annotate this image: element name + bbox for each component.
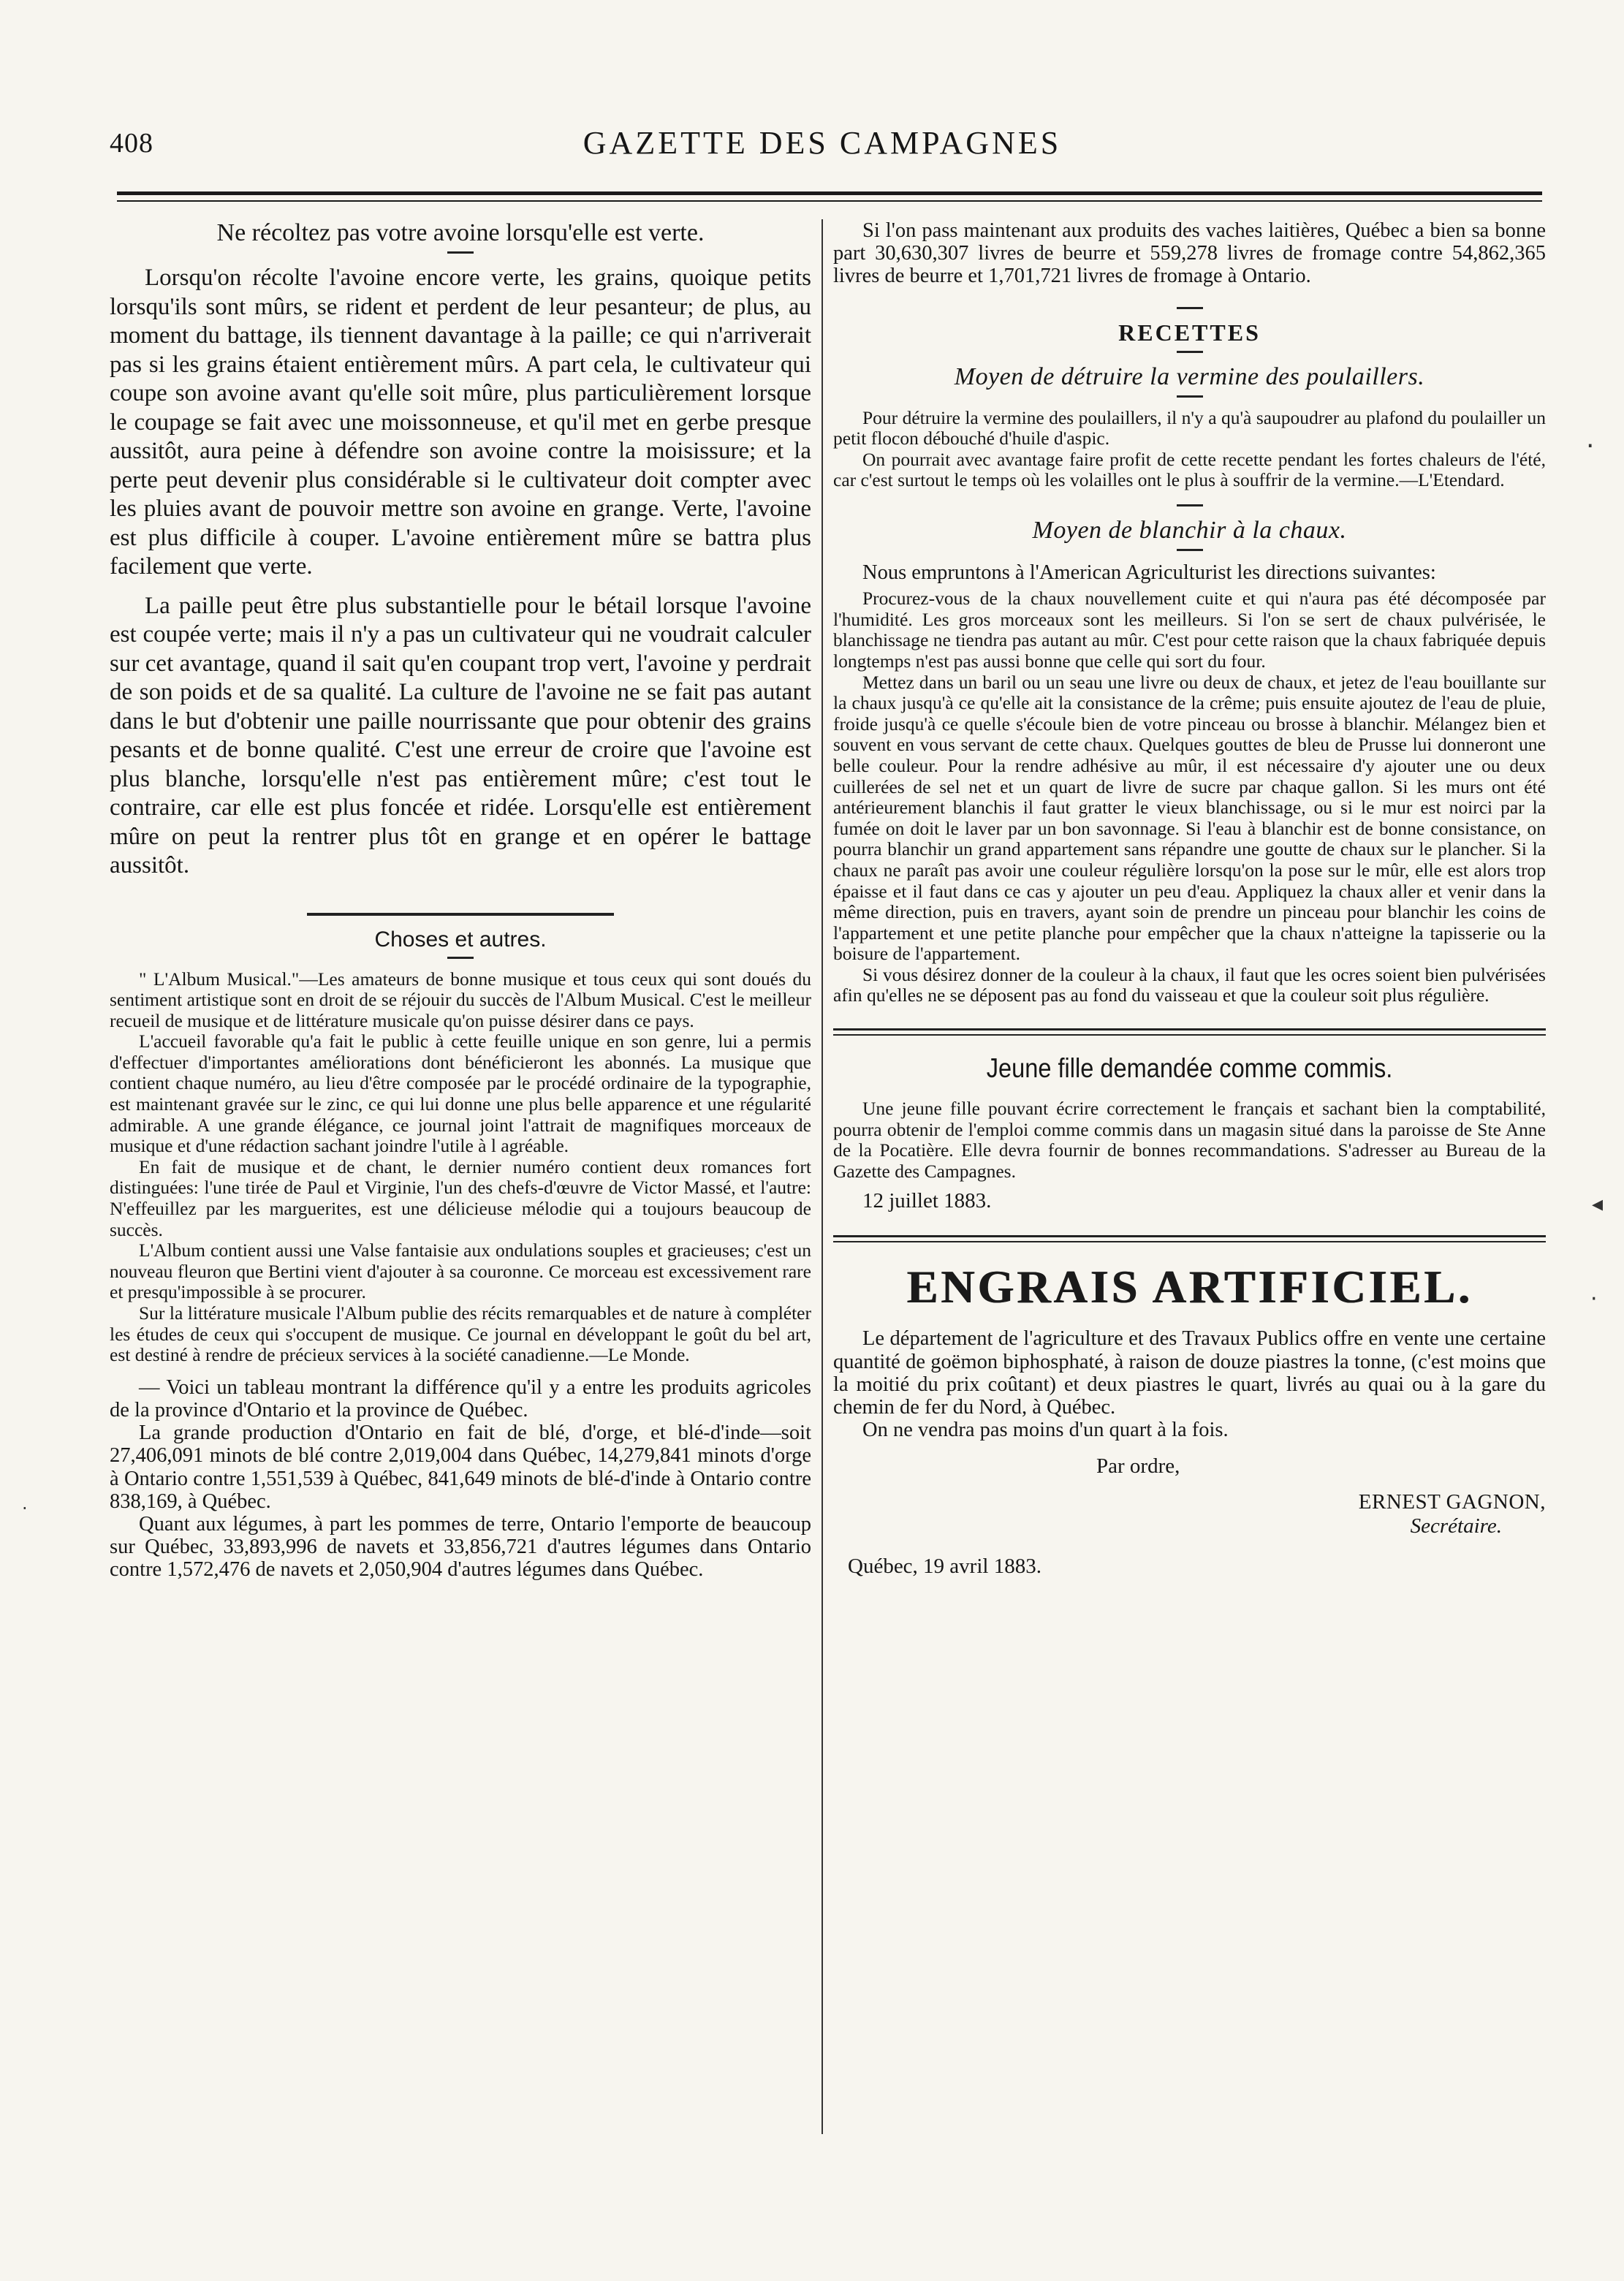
choses-paragraph-8: Quant aux légumes, à part les pommes de terre, Ontario l'emporte de beaucoup sur Québec, 33,893,996 de navets et 33,856,721 d'autres légumes dans Ontario contre 1,572,476 de navets et 2,050,904 d'autres légumes dans Québec.: [110, 1513, 811, 1582]
section-dash: [1177, 504, 1203, 506]
masthead-title: GAZETTE DES CAMPAGNES: [583, 125, 1062, 161]
left-column: [110, 219, 811, 2163]
chaux-paragraph-3: Mettez dans un baril ou un seau une livre ou deux de chaux, et jetez de l'eau bouillante sur la chaux jusqu'à ce qu'elle ait la consistance de la crême; puis ensuite ajoutez de l'eau de pluie, froide jusqu'à ce quelle s'écoule bien de votre pinceau ou brosse à blanchir. Mélangez bien et souvent en vous servant de cette chaux. Quelques gouttes de bleu de Prusse lui donneront une belle couleur. Pour la rendre adhésive au mûr, il est nécessaire d'y ajouter une ou deux cuillerées de sel net et un quart de livre de sucre par chaque gallon. Si les murs ont été antérieurement blanchis il faut gratter le vieux blanchissage, ou si le mur est noirci par la fumée on doit le laver par un bon savonnage. Si l'eau à blanchir est de bonne consistance, on pourra blanchir un grand appartement sans répandre une goutte de chaux sur le plancher. Si la chaux ne paraît pas avoir une couleur régulière lorsqu'on la pose sur le mûr, elle est alors trop épaisse et il faut dans ce cas y ajouter un peu d'eau. Appliquez la chaux aller et venir dans la même direction, puis en travers, ayant soin de prendre un pinceau pour blanchir les coins de l'appartement et une petite planche pour empêcher que la chaux n'atteigne la tapisserie ou la boisure de l'appartement.: [833, 671, 1546, 965]
title-dash: [1177, 549, 1203, 551]
title-dash: [447, 957, 474, 959]
choses-paragraph-7: La grande production d'Ontario en fait de blé, d'orge, et blé-d'inde—soit 27,406,091 minots de blé contre 2,019,004 dans Québec, 14,279,841 minots d'orge à Ontario contre 1,551,539 à Québec, 841,649 minots de blé-d'inde à Ontario contre 838,169, à Québec.: [110, 1422, 811, 1513]
page-header: [110, 124, 1535, 168]
header-double-rule: [117, 191, 1542, 202]
column-divider: [822, 219, 823, 2134]
vermine-paragraph-1: Pour détruire la vermine des poulaillers, il n'y a qu'à saupoudrer au plafond du poulailler un petit flocon débouché d'huile d'aspic.: [833, 406, 1546, 449]
chaux-paragraph-2: Procurez-vous de la chaux nouvellement cuite et qui n'aura pas été décomposée par l'humidité. Les gros morceaux sont les meilleurs. Si l'on se sert de chaux pulvérisée, le blanchissage ne tiendra pas autant au mûr. C'est pour cette raison que la chaux fabriquée depuis longtemps n'est pas aussi bonne que celle qui sort du four.: [833, 588, 1546, 672]
print-speck: ◂: [1592, 1191, 1604, 1217]
laitieres-paragraph: Si l'on pass maintenant aux produits des vaches laitières, Québec a bien sa bonne part 30,630,307 livres de beurre et 559,278 livres de fromage contre 54,862,365 livres de beurre et 1,701,721 livres de fromage à Ontario.: [833, 219, 1546, 288]
recettes-heading: RECETTES: [1118, 319, 1261, 346]
choses-paragraph-1: " L'Album Musical."—Les amateurs de bonne musique et tous ceux qui sont doués du sentiment artistique sont en droit de se réjouir du succès de l'Album Musical. C'est le meilleur recueil de musique et de littérature musicale qu'on puisse désirer dans ce pays.: [110, 968, 811, 1031]
chaux-paragraph-1: Nous empruntons à l'American Agriculturist les directions suivantes:: [862, 561, 1436, 584]
signer-name: ERNEST GAGNON,: [1358, 1490, 1546, 1514]
print-speck: ·: [1590, 1286, 1598, 1312]
wanted-title: Jeune fille demandée comme commis.: [986, 1053, 1393, 1084]
engrais-paragraph-2: On ne vendra pas moins d'un quart à la fois.: [862, 1419, 1229, 1442]
section-dash: [1177, 307, 1203, 309]
section-rule: [833, 1028, 1546, 1036]
choses-paragraph-6: — Voici un tableau montrant la différence qu'il y a entre les produits agricoles de la province d'Ontario et la province de Québec.: [110, 1375, 811, 1422]
section-rule: [307, 913, 614, 916]
title-dash: [1177, 395, 1203, 398]
avoine-paragraph-1: Lorsqu'on récolte l'avoine encore verte, les grains, quoique petits lorsqu'ils sont mûrs, se rident et perdent de leur pesanteur; de plus, au moment du battage, ils tiennent davantage à la paille; ce qui n'arriverait pas si les grains étaient entièrement mûrs. A part cela, le cultivateur qui coupe son avoine avant qu'elle soit mûre, plus particulièrement lorsque le coupage se fait avec une moissonneuse, et qu'il met en gerbe presque aussitôt, aura peine à défendre son avoine contre la moisissure; et la perte peut devenir plus considérable si le cultivateur doit compter avec les pluies avant de pouvoir mettre son avoine en grange. Verte, l'avoine est plus difficile à couper. L'avoine entièrement mûre se battra plus facilement que verte.: [110, 265, 811, 580]
choses-paragraph-4: L'Album contient aussi une Valse fantaisie aux ondulations souples et gracieuses; c'est un nouveau fleuron que Bertini vient d'ajouter à sa couronne. Ce morceau est excessivement rare et presqu'impossible à se procurer.: [110, 1240, 811, 1303]
print-speck: ·: [22, 1498, 28, 1519]
wanted-paragraph: Une jeune fille pouvant écrire correctement le français et sachant bien la comptabilité, pourra obtenir de l'emploi comme commis dans un magasin situé dans la paroisse de Ste Anne de la Pocatière. Elle devra fournir de bonnes recommandations. S'adresser au Bureau de la Gazette des Campagnes.: [833, 1098, 1546, 1182]
avoine-paragraph-2: La paille peut être plus substantielle pour le bétail lorsque l'avoine est coupée verte; mais il n'y a pas un cultivateur qui ne voudrait calculer sur cet avantage, quand il sait qu'en coupant trop vert, l'avoine y perdrait de son poids et de sa qualité. La culture de l'avoine ne se fait pas autant dans le but d'obtenir une paille nourrissante que pour obtenir des grains pesants et de bonne qualité. C'est une erreur de croire que l'avoine est plus blanche, lorsqu'elle n'est pas entièrement mûre; c'est tout le contraire, car elle est plus foncée et ridée. Lorsqu'elle est entièrement mûre on peut la rentrer plus tôt en grange et en opérer le battage aussitôt.: [110, 592, 811, 878]
article-title-avoine: Ne récoltez pas votre avoine lorsqu'elle est verte.: [216, 219, 705, 246]
chaux-paragraph-4: Si vous désirez donner de la couleur à la chaux, il faut que les ocres soient bien pulvérisées afin qu'elles ne se déposent pas au fond du vaisseau et que la couleur soit plus régulière.: [833, 963, 1546, 1006]
par-ordre: Par ordre,: [1096, 1454, 1180, 1479]
wanted-date: 12 juillet 1883.: [862, 1189, 992, 1213]
signer-role: Secrétaire.: [1410, 1514, 1502, 1538]
title-dash: [447, 251, 474, 254]
chaux-title: Moyen de blanchir à la chaux.: [1032, 516, 1347, 544]
engrais-date: Québec, 19 avril 1883.: [848, 1555, 1041, 1579]
vermine-title: Moyen de détruire la vermine des poulaillers.: [954, 363, 1425, 390]
choses-paragraph-3: En fait de musique et de chant, le dernier numéro contient deux romances fort distinguées: l'une tirée de Paul et Virginie, l'un des chefs-d'œuvre de Victor Massé, et l'autre: N'effeuillez par les marguerites, est une délicieuse mélodie qui a toujours beaucoup de succès.: [110, 1155, 811, 1240]
choses-paragraph-2: L'accueil favorable qu'a fait le public à cette feuille unique en son genre, lui a permis d'effectuer d'importantes améliorations dont bénéficieront les abonnés. La musique que contient chaque numéro, au lieu d'être composée par le procédé ordinaire de la typographie, est maintenant gravée sur le zinc, ce qui lui donne une plus belle apparence et une régularité admirable. A une grande élégance, ce journal joint l'attrait de magnifiques morceaux de musique et d'une rédaction sachant joindre l'utile à l agréable.: [110, 1031, 811, 1157]
page-number: 408: [110, 128, 153, 159]
title-dash: [1177, 351, 1203, 353]
engrais-paragraph-1: Le département de l'agriculture et des Travaux Publics offre en vente une certaine quantité de goëmon biphosphaté, à raison de douze piastres la tonne, (c'est moins que la moitié du prix coûtant) et deux piastres le quart, livrés au quai ou à la gare du chemin de fer du Nord, à Québec.: [833, 1327, 1546, 1419]
engrais-title: ENGRAIS ARTIFICIEL.: [906, 1261, 1473, 1313]
choses-paragraph-5: Sur la littérature musicale l'Album publie des récits remarquables et de nature à compléter les études de ceux qui s'occupent de musique. Ce journal en développant le goût du bel art, est destiné à rendre de précieux services à la société canadienne.—Le Monde.: [110, 1302, 811, 1366]
vermine-paragraph-2: On pourrait avec avantage faire profit de cette recette pendant les fortes chaleurs de l'été, car c'est surtout le temps où les volailles ont le plus à souffrir de la vermine.—L'Etendard.: [833, 448, 1546, 491]
article-title-choses: Choses et autres.: [374, 927, 547, 952]
section-rule: [833, 1235, 1546, 1242]
print-speck: ·: [1586, 431, 1595, 461]
right-column: [833, 219, 1546, 2163]
